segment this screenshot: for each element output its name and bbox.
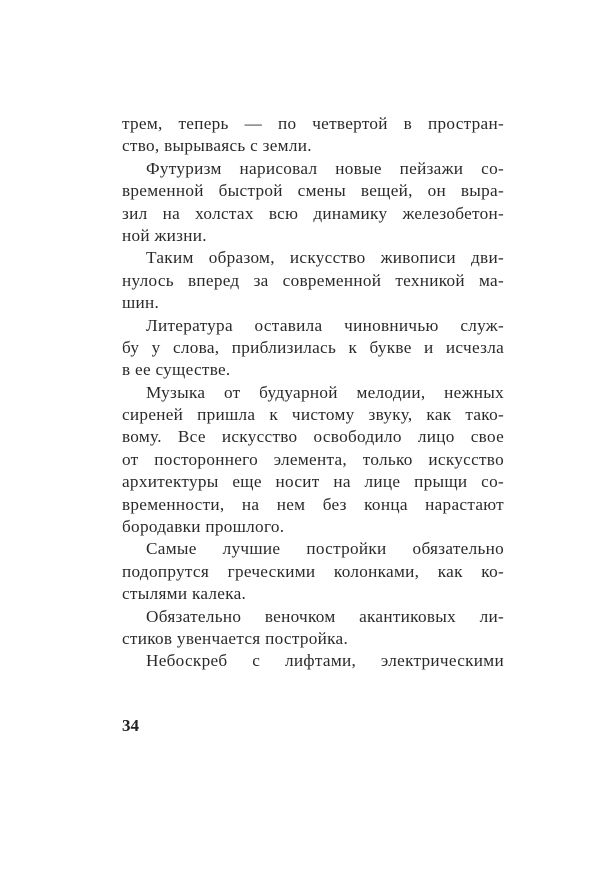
text-line: временной быстрой смены вещей, он выра- [122,181,504,201]
text-line: ной жизни. [122,225,207,245]
text-line: шин. [122,293,160,313]
text-line: Музыка от будуарной мелодии, нежных [146,382,504,402]
text-line: Таким образом, искусство живописи дви- [146,248,504,268]
text-line: вому. Все искусство освободило лицо свое [122,427,504,447]
text-line: трем, теперь — по четвертой в простран- [122,114,504,133]
text-line: Обязательно веночком акантиковых ли- [146,606,504,626]
text-line: зил на холстах всю динамику железобетон- [122,203,504,223]
text-line: временности, на нем без конца нарастают [122,494,504,514]
text-line: Небоскреб с лифтами, электрическими [146,651,504,671]
text-line: подопрутся греческими колонками, как ко- [122,561,504,581]
text-line: в ее существе. [122,360,231,380]
text-line: Футуризм нарисовал новые пейзажи со- [146,158,504,178]
page-number: 34 [122,716,139,735]
text-line: архитектуры еще носит на лице прыщи со- [122,472,504,492]
text-line: ство, вырываясь с земли. [122,136,312,156]
body-text [122,113,504,673]
text-line: от постороннего элемента, только искусство [122,449,504,469]
text-line: сиреней пришла к чистому звуку, как тако- [122,405,504,425]
text-line: Самые лучшие постройки обязательно [146,539,504,559]
text-line: стылями калека. [122,584,247,604]
text-line: бородавки прошлого. [122,517,285,537]
text-line: нулось вперед за современной техникой ма- [122,270,504,290]
text-line: Литература оставила чиновничью служ- [146,315,504,335]
text-line: стиков увенчается постройка. [122,628,349,648]
text-line: бу у слова, приблизилась к букве и исчезла [122,337,504,357]
